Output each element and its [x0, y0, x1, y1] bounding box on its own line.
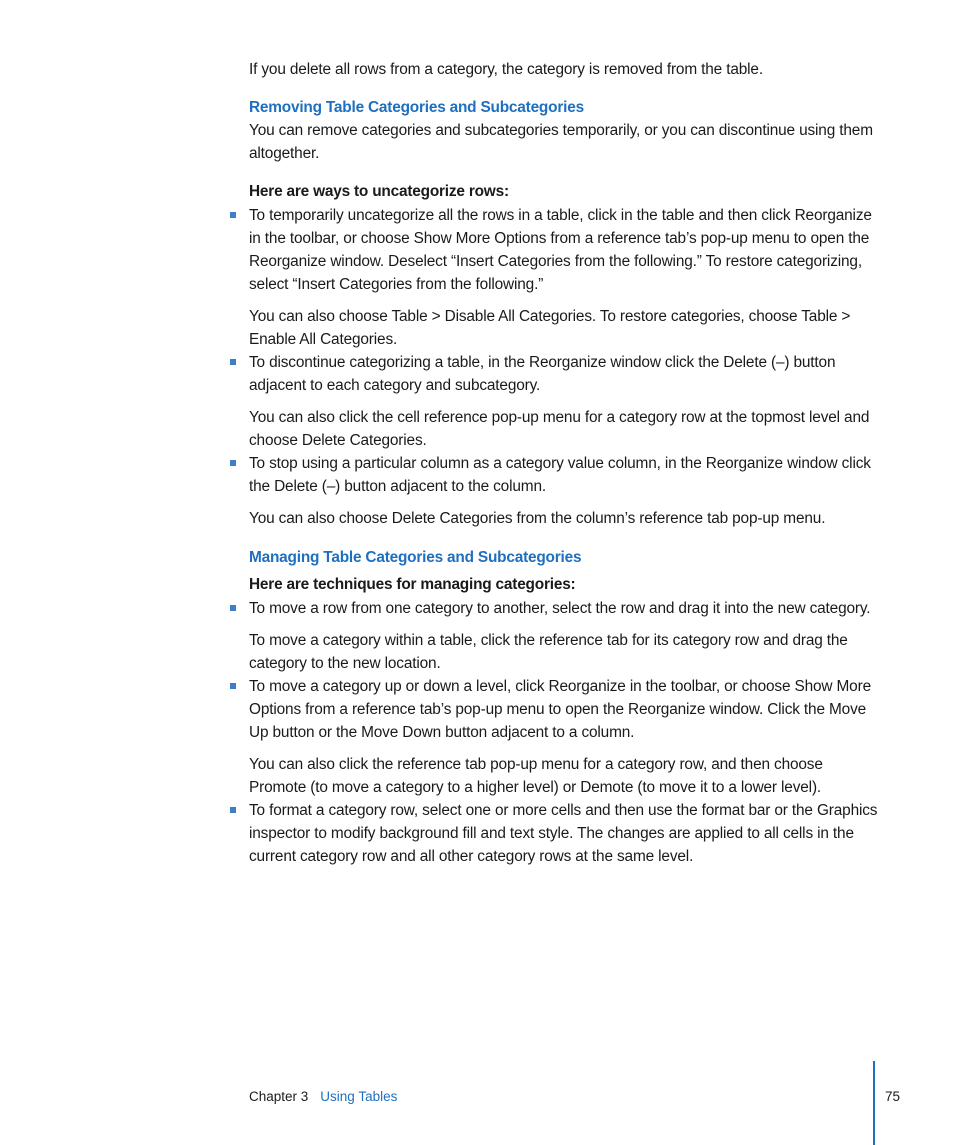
- managing-lead: Here are techniques for managing categories:: [249, 576, 576, 593]
- intro-paragraph: If you delete all rows from a category, the category is removed from the table.: [249, 61, 763, 78]
- removing-description: You can remove categories and subcategories temporarily, or you can discontinue using them altogether.: [249, 122, 873, 162]
- list-item: [249, 675, 879, 799]
- footer-divider: [873, 1061, 875, 1145]
- bullet-square-icon: [230, 683, 236, 689]
- list-item: [249, 351, 879, 452]
- list-item: [249, 799, 879, 868]
- removing-list: [249, 204, 879, 530]
- managing-section: [249, 546, 879, 868]
- footer-chapter: Chapter 3: [249, 1089, 309, 1104]
- bullet-square-icon: [230, 359, 236, 365]
- managing-list: [249, 597, 879, 868]
- list-item-followup: You can also choose Table > Disable All Categories. To restore categories, choose Table > Enable All Categories.: [249, 308, 851, 348]
- bullet-square-icon: [230, 460, 236, 466]
- list-item-followup: You can also choose Delete Categories from the column’s reference tab pop-up menu.: [249, 510, 826, 527]
- list-item: [249, 204, 879, 351]
- list-item-followup: You can also click the reference tab pop-up menu for a category row, and then choose Promote (to move a category to a higher level) or Demote (to move it to a lower level).: [249, 756, 823, 796]
- managing-heading: Managing Table Categories and Subcategories: [249, 549, 582, 566]
- list-item-text: To discontinue categorizing a table, in the Reorganize window click the Delete (–) button adjacent to each category and subcategory.: [249, 354, 836, 394]
- list-item-followup: You can also click the cell reference pop-up menu for a category row at the topmost level and choose Delete Categories.: [249, 409, 870, 449]
- list-item-text: To stop using a particular column as a category value column, in the Reorganize window click the Delete (–) button adjacent to the column.: [249, 455, 871, 495]
- footer-chapter-title: Using Tables: [320, 1089, 398, 1104]
- bullet-square-icon: [230, 605, 236, 611]
- page-footer: [249, 1088, 397, 1106]
- bullet-square-icon: [230, 212, 236, 218]
- list-item: [249, 597, 879, 675]
- removing-section: [249, 96, 879, 530]
- list-item-text: To format a category row, select one or more cells and then use the format bar or the Graphics inspector to modify background fill and text style. The changes are applied to all cells in the current category row and all other category rows at the same level.: [249, 802, 878, 865]
- removing-heading: Removing Table Categories and Subcategories: [249, 99, 584, 116]
- bullet-square-icon: [230, 807, 236, 813]
- page-number: 75: [885, 1089, 901, 1104]
- page-content: [249, 58, 879, 868]
- list-item-text: To move a row from one category to another, select the row and drag it into the new category.: [249, 600, 871, 617]
- removing-lead: Here are ways to uncategorize rows:: [249, 183, 509, 200]
- list-item: [249, 452, 879, 530]
- list-item-text: To temporarily uncategorize all the rows in a table, click in the table and then click Reorganize in the toolbar, or choose Show More Options from a reference tab’s pop-up menu to open the Reorganize window. Deselect “Insert Categories from the following.” To restore categorizing, select “Insert Categories from the following.”: [249, 207, 872, 293]
- list-item-text: To move a category up or down a level, click Reorganize in the toolbar, or choose Show More Options from a reference tab’s pop-up menu to open the Reorganize window. Click the Move Up button or the Move Down button adjacent to a column.: [249, 678, 871, 741]
- list-item-followup: To move a category within a table, click the reference tab for its category row and drag the category to the new location.: [249, 632, 848, 672]
